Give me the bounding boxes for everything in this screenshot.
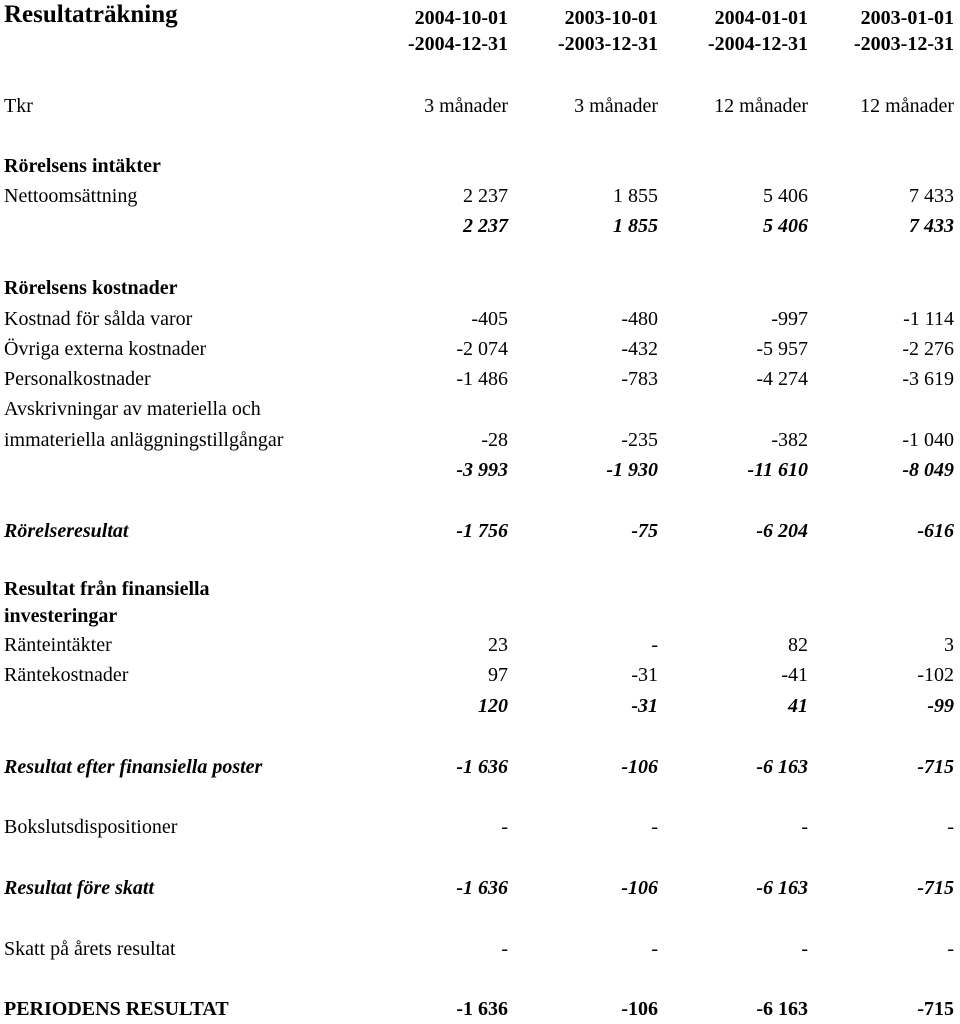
cell: - bbox=[947, 816, 954, 838]
cell: - bbox=[651, 634, 658, 656]
cell: -6 163 bbox=[756, 877, 808, 899]
period-start: 2004-10-01 bbox=[414, 7, 508, 29]
row-label: Personalkostnader bbox=[4, 368, 151, 390]
table-row bbox=[0, 425, 960, 455]
cell: -715 bbox=[917, 998, 954, 1020]
cell: -8 049 bbox=[902, 459, 954, 481]
cell: -1 930 bbox=[606, 459, 658, 481]
cell: -3 619 bbox=[902, 368, 954, 390]
row-label: Skatt på årets resultat bbox=[4, 938, 176, 960]
row-label: Övriga externa kostnader bbox=[4, 338, 207, 360]
cell: -997 bbox=[771, 308, 808, 330]
cell: -432 bbox=[621, 338, 658, 360]
cell: 3 månader bbox=[574, 95, 658, 117]
period-start: 2003-01-01 bbox=[860, 7, 954, 29]
cell: -6 204 bbox=[756, 520, 808, 542]
cell: -405 bbox=[471, 308, 508, 330]
cell: -102 bbox=[917, 664, 954, 686]
row-label: Ränteintäkter bbox=[4, 634, 112, 656]
cell: -715 bbox=[917, 877, 954, 899]
cell: -1 756 bbox=[456, 520, 508, 542]
cell: 23 bbox=[488, 634, 508, 656]
row-label: Rörelsens intäkter bbox=[4, 155, 161, 177]
cell: - bbox=[801, 816, 808, 838]
row-label: Rörelsens kostnader bbox=[4, 277, 178, 299]
cell: -6 163 bbox=[756, 756, 808, 778]
period-header-4 bbox=[804, 5, 954, 57]
row-label: Tkr bbox=[4, 95, 33, 117]
cell: -1 636 bbox=[456, 756, 508, 778]
subtotal-row bbox=[0, 691, 960, 721]
cell: -31 bbox=[631, 664, 658, 686]
cell: -1 040 bbox=[902, 429, 954, 451]
unit-row bbox=[0, 91, 960, 121]
cell: - bbox=[501, 938, 508, 960]
cell: 12 månader bbox=[714, 95, 808, 117]
page-title: Resultaträkning bbox=[4, 1, 178, 28]
period-end: -2004-12-31 bbox=[708, 33, 808, 55]
row-label: immateriella anläggningstillgångar bbox=[4, 429, 284, 451]
cell: 2 237 bbox=[463, 215, 508, 237]
row-label: Nettoomsättning bbox=[4, 185, 138, 207]
cell: -480 bbox=[621, 308, 658, 330]
cell: -783 bbox=[621, 368, 658, 390]
section-heading bbox=[0, 151, 960, 181]
cell: - bbox=[651, 816, 658, 838]
cell: - bbox=[501, 816, 508, 838]
cell: 41 bbox=[788, 695, 808, 717]
table-row bbox=[0, 660, 960, 690]
period-end: -2003-12-31 bbox=[558, 33, 658, 55]
cell: 5 406 bbox=[763, 185, 808, 207]
period-start: 2003-10-01 bbox=[564, 7, 658, 29]
final-result-row bbox=[0, 994, 960, 1024]
table-row bbox=[0, 364, 960, 394]
cell: 3 månader bbox=[424, 95, 508, 117]
cell: 120 bbox=[478, 695, 508, 717]
row-label: Avskrivningar av materiella och bbox=[4, 398, 261, 420]
table-row-label-line bbox=[0, 394, 960, 424]
row-label: Resultat efter finansiella poster bbox=[4, 756, 263, 778]
cell: -1 636 bbox=[456, 877, 508, 899]
table-row bbox=[0, 334, 960, 364]
section-heading bbox=[0, 273, 960, 303]
result-row bbox=[0, 516, 960, 546]
cell: - bbox=[947, 938, 954, 960]
period-end: -2003-12-31 bbox=[854, 33, 954, 55]
row-label: Kostnad för sålda varor bbox=[4, 308, 193, 330]
table-row bbox=[0, 934, 960, 964]
cell: -28 bbox=[481, 429, 508, 451]
cell: -99 bbox=[927, 695, 954, 717]
cell: 82 bbox=[788, 634, 808, 656]
row-label: Resultat från finansiella bbox=[4, 578, 210, 600]
cell: -1 114 bbox=[903, 308, 954, 330]
period-header-1 bbox=[358, 5, 508, 57]
row-label: Rörelseresultat bbox=[4, 520, 129, 542]
cell: -235 bbox=[621, 429, 658, 451]
period-header-2 bbox=[508, 5, 658, 57]
cell: -41 bbox=[781, 664, 808, 686]
cell: 2 237 bbox=[463, 185, 508, 207]
cell: 1 855 bbox=[613, 215, 658, 237]
period-end: -2004-12-31 bbox=[408, 33, 508, 55]
cell: -106 bbox=[621, 756, 658, 778]
cell: -4 274 bbox=[756, 368, 808, 390]
row-label: Bokslutsdispositioner bbox=[4, 816, 178, 838]
row-label: Räntekostnader bbox=[4, 664, 129, 686]
cell: -11 610 bbox=[747, 459, 808, 481]
cell: -382 bbox=[771, 429, 808, 451]
row-label: PERIODENS RESULTAT bbox=[4, 998, 229, 1020]
period-start: 2004-01-01 bbox=[714, 7, 808, 29]
table-row bbox=[0, 181, 960, 211]
cell: -2 074 bbox=[456, 338, 508, 360]
section-heading bbox=[0, 601, 960, 631]
table-row bbox=[0, 304, 960, 334]
subtotal-row bbox=[0, 455, 960, 485]
cell: -106 bbox=[621, 877, 658, 899]
cell: -106 bbox=[621, 998, 658, 1020]
row-label: investeringar bbox=[4, 605, 118, 627]
cell: -6 163 bbox=[756, 998, 808, 1020]
result-row bbox=[0, 752, 960, 782]
row-label: Resultat före skatt bbox=[4, 877, 155, 899]
period-header-3 bbox=[658, 5, 808, 57]
cell: -715 bbox=[917, 756, 954, 778]
cell: 3 bbox=[944, 634, 954, 656]
cell: 7 433 bbox=[909, 185, 954, 207]
cell: -31 bbox=[631, 695, 658, 717]
cell: -2 276 bbox=[902, 338, 954, 360]
cell: 1 855 bbox=[613, 185, 658, 207]
cell: 5 406 bbox=[763, 215, 808, 237]
cell: - bbox=[801, 938, 808, 960]
cell: -1 486 bbox=[456, 368, 508, 390]
cell: 12 månader bbox=[860, 95, 954, 117]
cell: 7 433 bbox=[909, 215, 954, 237]
section-heading bbox=[0, 574, 960, 604]
cell: -1 636 bbox=[456, 998, 508, 1020]
cell: - bbox=[651, 938, 658, 960]
table-row bbox=[0, 812, 960, 842]
cell: -5 957 bbox=[756, 338, 808, 360]
result-row bbox=[0, 873, 960, 903]
table-row bbox=[0, 630, 960, 660]
cell: -75 bbox=[631, 520, 658, 542]
cell: 97 bbox=[488, 664, 508, 686]
cell: -616 bbox=[917, 520, 954, 542]
subtotal-row bbox=[0, 211, 960, 241]
cell: -3 993 bbox=[456, 459, 508, 481]
